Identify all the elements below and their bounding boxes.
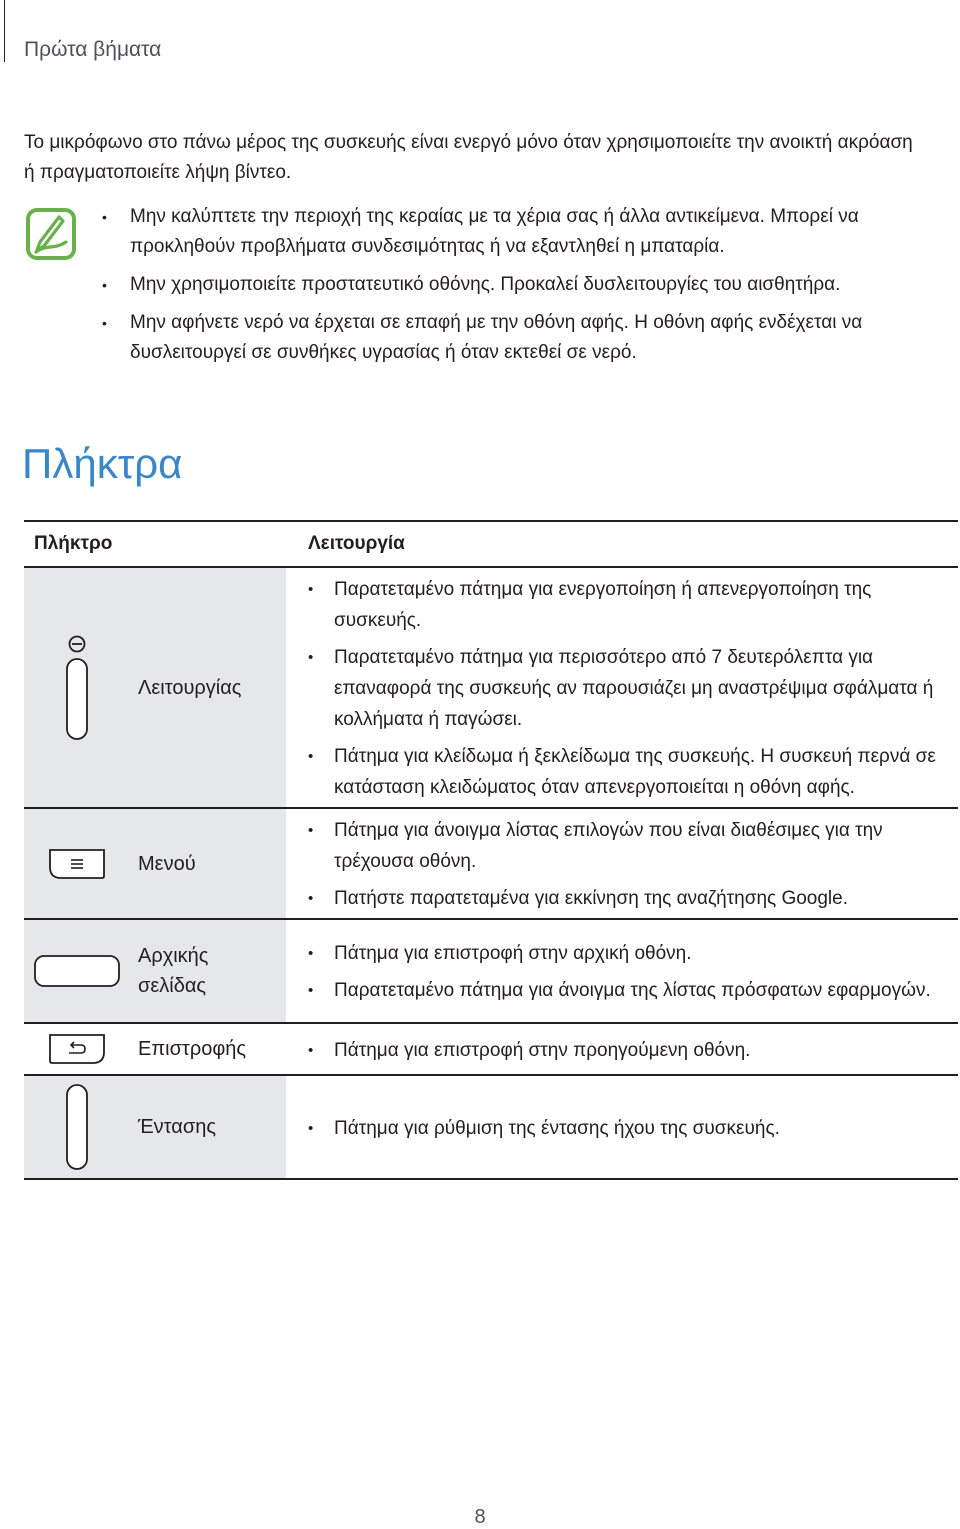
function-item: • Παρατεταμένο πάτημα για περισσότερο από 7 δευτερόλεπτα για επαναφορά της συσκευής αν παρουσιάζει μη αναστρέψιμα σφάλματα ή κολλήματα ή παγώσει. — [308, 642, 948, 735]
key-cell — [24, 567, 286, 808]
keys-table — [24, 520, 958, 1180]
function-item: • Πάτημα για ρύθμιση της έντασης ήχου της συσκευής. — [308, 1113, 948, 1144]
function-item: • Πάτημα για άνοιγμα λίστας επιλογών που είναι διαθέσιμες για την τρέχουσα οθόνη. — [308, 815, 948, 877]
note-item: • Μην αφήνετε νερό να έρχεται σε επαφή με την οθόνη αφής. Η οθόνη αφής ενδέχεται να δυσλειτουργεί σε συνθήκες υγρασίας ή όταν εκτεθεί σε νερό. — [100, 308, 930, 368]
key-name: Λειτουργίας — [138, 676, 242, 699]
function-item: • Παρατεταμένο πάτημα για άνοιγμα της λίστας πρόσφατων εφαρμογών. — [308, 975, 948, 1006]
page-edge-line — [4, 0, 5, 62]
function-item: • Πάτημα για κλείδωμα ή ξεκλείδωμα της συσκευής. Η συσκευή περνά σε κατάσταση κλειδώματος όταν απενεργοποιείται η οθόνη αφής. — [308, 741, 948, 803]
key-cell — [24, 1075, 286, 1179]
key-cell — [24, 808, 286, 919]
back-key-icon — [47, 1032, 107, 1066]
table-header-row — [24, 521, 958, 567]
function-item: • Πάτημα για επιστροφή στην αρχική οθόνη. — [308, 938, 948, 969]
function-item: • Παρατεταμένο πάτημα για ενεργοποίηση ή απενεργοποίηση της συσκευής. — [308, 574, 948, 636]
key-cell — [24, 919, 286, 1023]
table-row — [24, 919, 958, 1023]
table-row — [24, 1023, 958, 1075]
power-key-icon — [62, 633, 92, 743]
key-name: Έντασης — [138, 1116, 216, 1138]
table-row — [24, 808, 958, 919]
table-row — [24, 1075, 958, 1179]
key-name: Αρχικής σελίδας — [138, 945, 209, 997]
key-name: Επιστροφής — [138, 1038, 247, 1060]
header-function: Λειτουργία — [286, 521, 958, 567]
home-key-icon — [33, 954, 121, 988]
header-key: Πλήκτρο — [24, 521, 286, 567]
page-number: 8 — [474, 1506, 486, 1528]
section-title: Πλήκτρα — [22, 440, 183, 487]
section-header: Πρώτα βήματα — [24, 38, 162, 61]
notes-list — [100, 202, 930, 376]
note-icon — [26, 208, 76, 260]
key-name: Μενού — [138, 852, 196, 875]
function-cell — [286, 919, 958, 1023]
table-row — [24, 567, 958, 808]
key-cell — [24, 1023, 286, 1075]
function-cell — [286, 1075, 958, 1179]
function-cell — [286, 1023, 958, 1075]
volume-key-icon — [62, 1082, 92, 1172]
note-item: • Μην χρησιμοποιείτε προστατευτικό οθόνης. Προκαλεί δυσλειτουργίες του αισθητήρα. — [100, 270, 930, 300]
function-item: • Πατήστε παρατεταμένα για εκκίνηση της αναζήτησης Google. — [308, 883, 948, 914]
function-cell — [286, 567, 958, 808]
note-item: • Μην καλύπτετε την περιοχή της κεραίας με τα χέρια σας ή άλλα αντικείμενα. Μπορεί να προκληθούν προβλήματα συνδεσιμότητας ή να εξαντληθεί η μπαταρία. — [100, 202, 930, 262]
intro-paragraph: Το μικρόφωνο στο πάνω μέρος της συσκευής είναι ενεργό μόνο όταν χρησιμοποιείτε την ανοικτή ακρόαση ή πραγματοποιείτε λήψη βίντεο. — [24, 132, 913, 183]
function-cell — [286, 808, 958, 919]
menu-key-icon — [47, 847, 107, 881]
function-item: • Πάτημα για επιστροφή στην προηγούμενη οθόνη. — [308, 1035, 948, 1066]
